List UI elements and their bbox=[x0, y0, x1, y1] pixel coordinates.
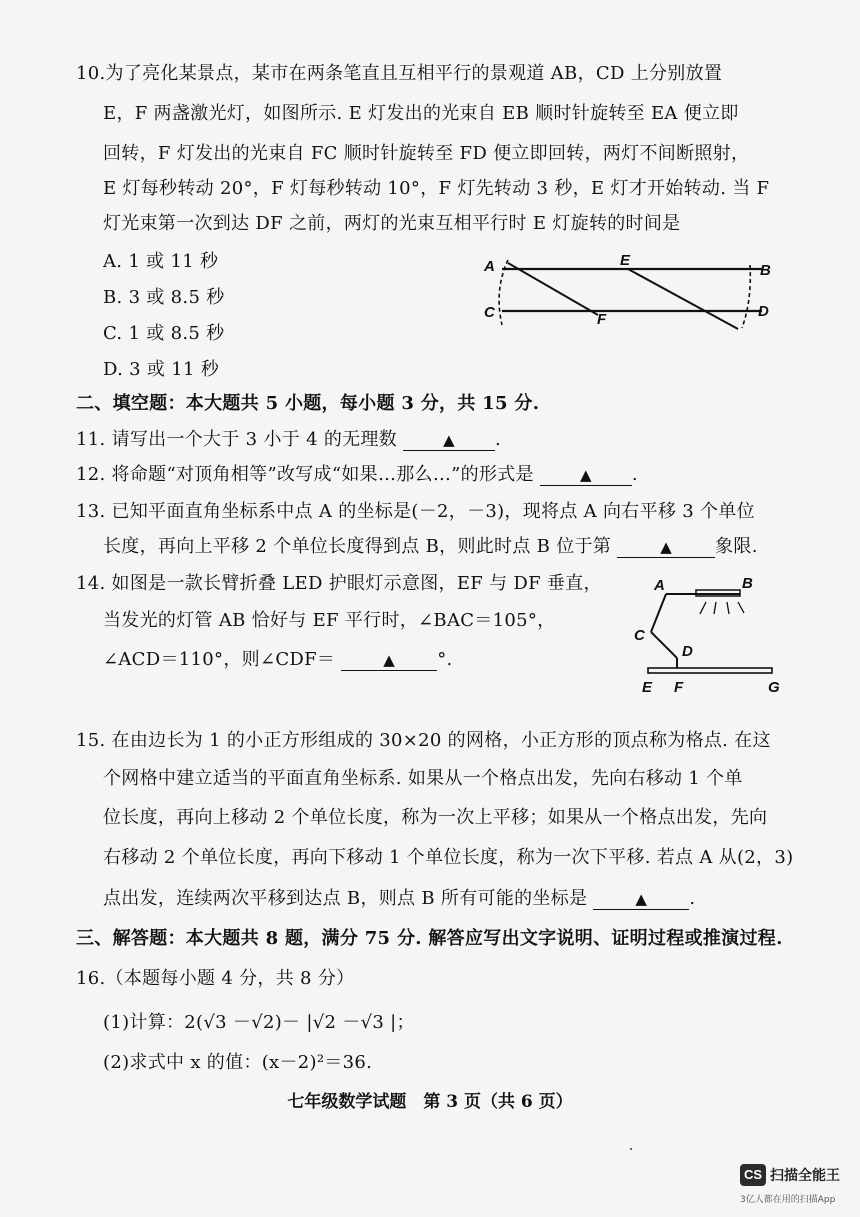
q15-line-3: 位长度，再向上移动 2 个单位长度，称为一次上平移；如果从一个格点出发，先向 bbox=[103, 807, 768, 828]
q14-line-3 bbox=[103, 648, 453, 672]
q14-blank-marker: ▲ bbox=[383, 651, 396, 669]
q16-part-2: (2)求式中 x 的值：(x－2)²＝36. bbox=[103, 1052, 373, 1073]
scanner-tagline: 3亿人都在用的扫描App bbox=[740, 1195, 836, 1205]
fig1-label-e: E bbox=[620, 252, 631, 269]
q10-line-4: E 灯每秒转动 20°，F 灯每秒转动 10°，F 灯先转动 3 秒，E 灯才开始转动. 当 F bbox=[103, 178, 770, 199]
q14-line-2: 当发光的灯管 AB 恰好与 EF 平行时，∠BAC＝105°， bbox=[103, 610, 556, 631]
beam-arc-right bbox=[742, 265, 750, 328]
lamp-arm-ac bbox=[651, 594, 666, 632]
q14-lamp-figure bbox=[630, 570, 790, 700]
q16-part-1-expression: 2(√3 －√2)－ |√2 －√3 |； bbox=[184, 1012, 415, 1033]
q16-part-1-label: (1)计算： bbox=[103, 1012, 185, 1033]
q13-blank-marker: ▲ bbox=[660, 538, 673, 556]
q13-answer-blank[interactable] bbox=[617, 537, 715, 558]
fig1-label-c: C bbox=[484, 304, 495, 321]
q10-line-5: 灯光束第一次到达 DF 之前，两灯的光束互相平行时 E 灯旋转的时间是 bbox=[103, 213, 681, 234]
q12-blank-marker: ▲ bbox=[579, 466, 592, 484]
q11-text: 11. 请写出一个大于 3 小于 4 的无理数 bbox=[76, 429, 398, 450]
q13-end: 象限. bbox=[715, 536, 758, 557]
q10-option-b: B. 3 或 8.5 秒 bbox=[103, 287, 225, 308]
q14-text: ∠ACD＝110°，则∠CDF＝ bbox=[103, 649, 336, 670]
q10-line-2: E，F 两盏激光灯，如图所示. E 灯发出的光束自 EB 顺时针旋转至 EA 便立即 bbox=[103, 103, 739, 124]
q14-end: °. bbox=[437, 649, 453, 670]
beam-line-2 bbox=[628, 269, 738, 329]
q10-option-c: C. 1 或 8.5 秒 bbox=[103, 323, 225, 344]
q10-figure bbox=[480, 250, 780, 330]
section-3-title: 三、解答题：本大题共 8 题，满分 75 分. 解答应写出文字说明、证明过程或推演过程. bbox=[76, 928, 783, 949]
q11-answer-blank[interactable] bbox=[403, 430, 495, 451]
q12-end: . bbox=[631, 464, 638, 485]
page-footer: 七年级数学试题 第 3 页（共 6 页） bbox=[287, 1092, 573, 1112]
scanner-logo-icon: CS bbox=[740, 1164, 766, 1186]
beam-line-1 bbox=[508, 263, 598, 315]
q11-end: . bbox=[495, 429, 502, 450]
q10-line-3: 回转，F 灯发出的光束自 FC 顺时针旋转至 FD 便立即回转，两灯不间断照射， bbox=[103, 143, 750, 164]
q13-line-2 bbox=[103, 535, 758, 559]
q11 bbox=[76, 428, 501, 452]
fig2-label-b: B bbox=[742, 575, 753, 592]
scan-speck bbox=[630, 1148, 632, 1150]
q15-text: 点出发，连续两次平移到达点 B，则点 B 所有可能的坐标是 bbox=[103, 888, 588, 909]
q14-answer-blank[interactable] bbox=[341, 650, 437, 671]
q14-line-1: 14. 如图是一款长臂折叠 LED 护眼灯示意图，EF 与 DF 垂直， bbox=[76, 573, 602, 594]
light-ray-1 bbox=[700, 602, 706, 614]
lamp-arm-cd bbox=[651, 632, 677, 658]
q15-blank-marker: ▲ bbox=[635, 890, 648, 908]
q10-line-1: 10.为了亮化某景点，某市在两条笔直且互相平行的景观道 AB，CD 上分别放置 bbox=[76, 63, 723, 84]
section-2-title: 二、填空题：本大题共 5 小题，每小题 3 分，共 15 分. bbox=[76, 393, 540, 414]
q15-end: . bbox=[689, 888, 696, 909]
fig2-label-d: D bbox=[682, 643, 693, 660]
light-ray-2 bbox=[714, 602, 716, 614]
q12-text: 12. 将命题“对顶角相等”改写成“如果…那么…”的形式是 bbox=[76, 464, 534, 485]
light-ray-4 bbox=[738, 602, 744, 613]
q12-answer-blank[interactable] bbox=[540, 465, 632, 486]
fig1-label-a: A bbox=[484, 258, 495, 275]
lamp-base-eg bbox=[648, 668, 772, 673]
fig2-label-f: F bbox=[674, 679, 684, 696]
q11-blank-marker: ▲ bbox=[443, 431, 455, 449]
light-ray-3 bbox=[727, 602, 729, 614]
fig2-label-a: A bbox=[654, 577, 665, 594]
q15-line-5 bbox=[103, 887, 695, 911]
q15-line-1: 15. 在由边长为 1 的小正方形组成的 30×20 的网格，小正方形的顶点称为格点. 在这 bbox=[76, 730, 771, 751]
q13-line-1: 13. 已知平面直角坐标系中点 A 的坐标是(－2，－3)，现将点 A 向右平移 3 个单位 bbox=[76, 501, 755, 522]
fig1-label-d: D bbox=[758, 303, 769, 320]
q15-line-4: 右移动 2 个单位长度，再向下移动 1 个单位长度，称为一次下平移. 若点 A 从(2，3) bbox=[103, 847, 794, 868]
fig2-label-c: C bbox=[634, 627, 645, 644]
scanner-app-name: 扫描全能王 bbox=[770, 1168, 840, 1184]
fig2-label-g: G bbox=[768, 679, 780, 696]
fig1-label-b: B bbox=[760, 262, 771, 279]
q16-part-1 bbox=[103, 1011, 415, 1035]
q16-title: 16.（本题每小题 4 分，共 8 分） bbox=[76, 968, 355, 989]
q13-text: 长度，再向上平移 2 个单位长度得到点 B，则此时点 B 位于第 bbox=[103, 536, 612, 557]
scanner-watermark bbox=[740, 1164, 840, 1186]
q10-option-a: A. 1 或 11 秒 bbox=[103, 251, 219, 272]
q15-line-2: 个网格中建立适当的平面直角坐标系. 如果从一个格点出发，先向右移动 1 个单 bbox=[103, 768, 743, 789]
fig2-label-e: E bbox=[642, 679, 653, 696]
fig1-label-f: F bbox=[597, 311, 607, 328]
q10-option-d: D. 3 或 11 秒 bbox=[103, 359, 220, 380]
q12 bbox=[76, 463, 638, 487]
q15-answer-blank[interactable] bbox=[593, 889, 689, 910]
